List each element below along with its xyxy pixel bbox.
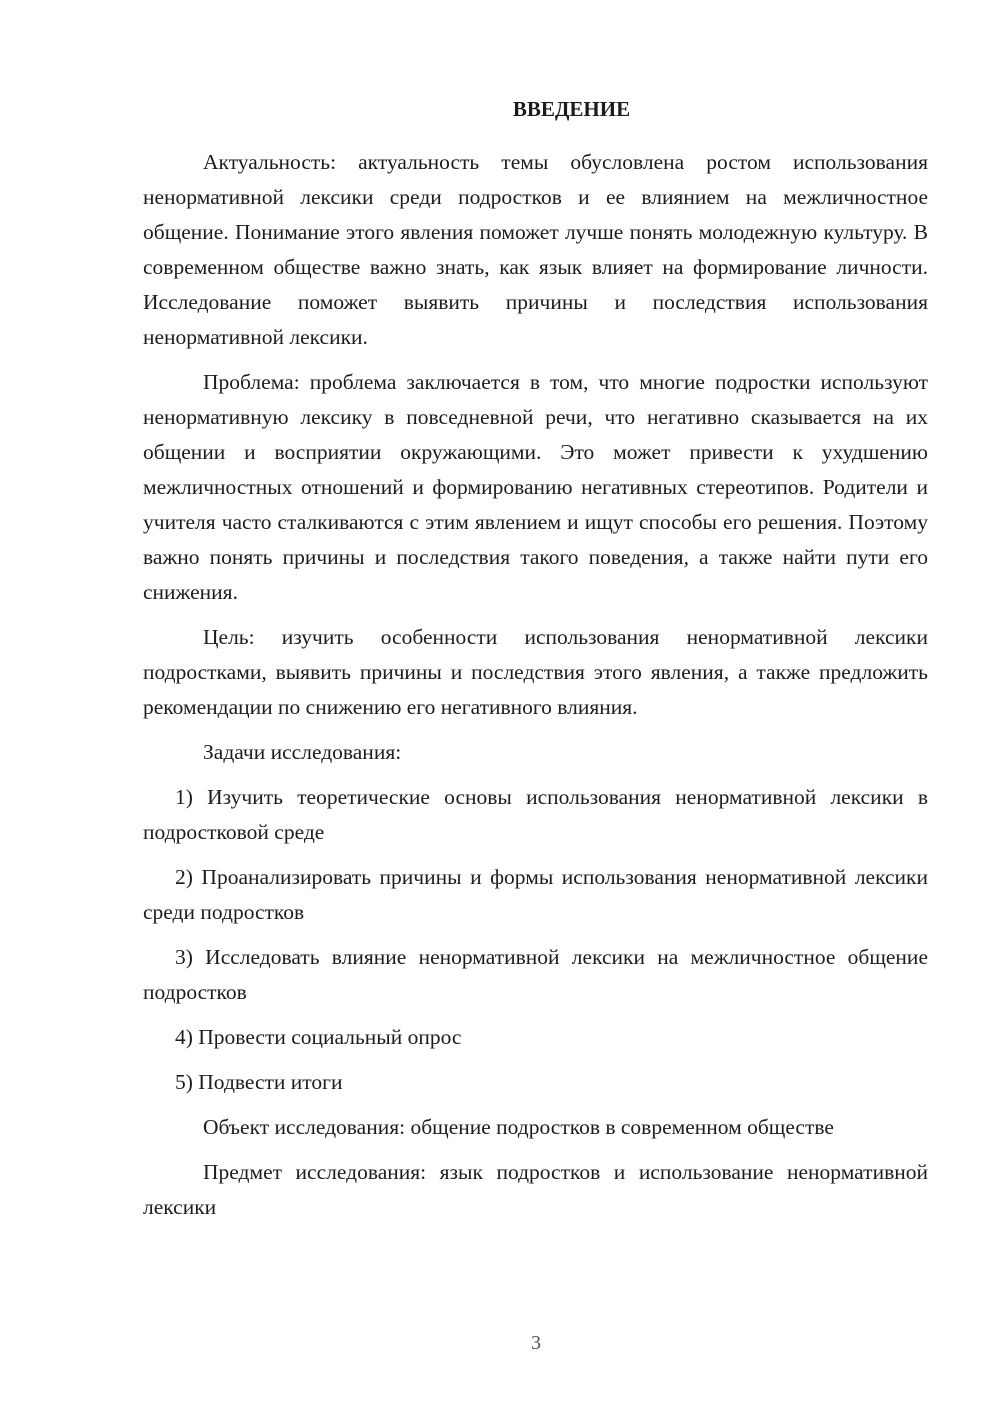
goal-paragraph: Цель: изучить особенности использования ненормативной лексики подростками, выявить причины и последствия этого явления, а также предложить рекомендации по снижению его негативного влияния. [143,625,928,719]
task-item-3: 3) Исследовать влияние ненормативной лексики на межличностное общение подростков [143,945,928,1004]
task-item-4: 4) Провести социальный опрос [175,1025,462,1049]
problem-paragraph: Проблема: проблема заключается в том, что многие подростки используют ненормативную лексику в повседневной речи, что негативно сказывается на их общении и восприятии окружающими. Это может привести к ухудшению межличностных отношений и формированию негативных стереотипов. Родители и учителя часто сталкиваются с этим явлением и ищут способы его решения. Поэтому важно понять причины и последствия такого поведения, а также найти пути его снижения. [143,370,928,604]
tasks-title: Задачи исследования: [203,740,402,764]
task-item-2: 2) Проанализировать причины и формы использования ненормативной лексики среди подростков [143,865,928,924]
task-item-1: 1) Изучить теоретические основы использования ненормативной лексики в подростковой среде [143,785,928,844]
subject-paragraph: Предмет исследования: язык подростков и использование ненормативной лексики [143,1160,928,1219]
object-paragraph: Объект исследования: общение подростков в современном обществе [203,1115,834,1139]
page-number: 3 [531,1332,541,1354]
task-item-5: 5) Подвести итоги [175,1070,343,1094]
relevance-paragraph: Актуальность: актуальность темы обусловлена ростом использования ненормативной лексики среди подростков и ее влиянием на межличностное общение. Понимание этого явления поможет лучше понять молодежную культуру. В современном обществе важно знать, как язык влияет на формирование личности. Исследование поможет выявить причины и последствия использования ненормативной лексики. [143,150,928,349]
section-heading: ВВЕДЕНИЕ [512,97,631,121]
page-content [143,92,928,1235]
